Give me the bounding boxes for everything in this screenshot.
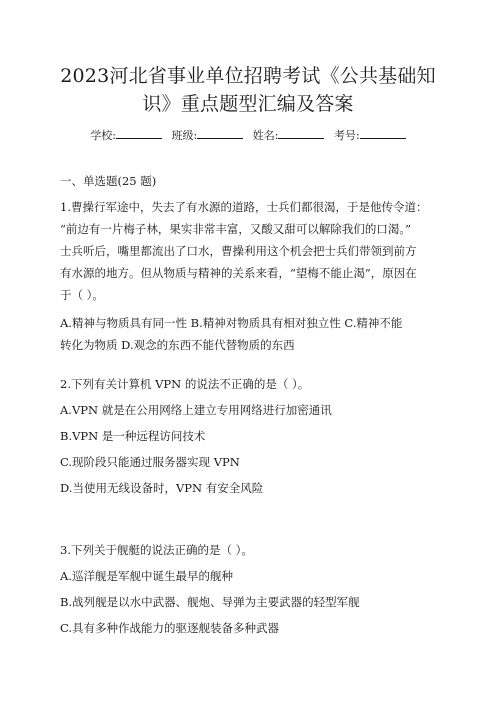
name-blank <box>278 127 324 139</box>
question-2-stem: 2.下列有关计算机 VPN 的说法不正确的是（ ）。 <box>60 377 310 391</box>
question-1-stem-line-5: 于（ ）。 <box>60 288 104 302</box>
question-2-option-c: C.现阶段只能通过服务器实现 VPN <box>60 455 240 469</box>
document-title-line-2: 识》重点题型汇编及答案 <box>142 93 354 115</box>
name-label: 姓名: <box>252 129 279 142</box>
question-3-option-a: A.巡洋舰是军舰中诞生最早的舰种 <box>60 569 233 583</box>
question-1-options-line-1: A.精神与物质具有同一性 B.精神对物质具有相对独立性 C.精神不能 <box>60 316 403 330</box>
question-2-option-d: D.当使用无线设备时，VPN 有安全风险 <box>60 481 264 495</box>
question-2-option-b: B.VPN 是一种远程访问技术 <box>60 429 206 443</box>
class-label: 班级: <box>171 129 198 142</box>
class-blank <box>197 127 243 139</box>
school-field <box>90 129 165 142</box>
section-heading: 一、单选题(25 题) <box>60 174 157 188</box>
question-2-option-a: A.VPN 就是在公用网络上建立专用网络进行加密通讯 <box>60 403 332 417</box>
exam-number-label: 考号: <box>333 129 360 142</box>
student-info-row <box>60 127 436 143</box>
question-3-stem: 3.下列关于舰艇的说法正确的是（ ）。 <box>60 543 253 557</box>
school-blank <box>116 127 162 139</box>
question-3-option-c: C.具有多种作战能力的驱逐舰装备多种武器 <box>60 621 280 635</box>
exam-number-field <box>334 129 406 142</box>
exam-number-blank <box>360 127 406 139</box>
class-field <box>172 129 247 142</box>
school-label: 学校: <box>90 129 117 142</box>
question-1-stem-line-3: 士兵听后，嘴里都流出了口水，曹操利用这个机会把士兵们带领到前方 <box>60 244 417 258</box>
document-title-line-1: 2023河北省事业单位招聘考试《公共基础知 <box>60 65 436 87</box>
question-1-options-line-2: 转化为物质 D.观念的东西不能代替物质的东西 <box>60 338 295 352</box>
question-1-stem-line-1: 1.曹操行军途中，失去了有水源的道路，士兵们都很渴，于是他传令道： <box>60 200 428 214</box>
question-1-stem-line-4: 有水源的地方。但从物质与精神的关系来看，“望梅不能止渴”，原因在 <box>60 266 417 280</box>
question-1-stem-line-2: “前边有一片梅子林，果实非常丰富，又酸又甜可以解除我们的口渴。” <box>60 222 412 236</box>
question-3-option-b: B.战列舰是以水中武器、舰炮、导弹为主要武器的轻型军舰 <box>60 595 360 609</box>
name-field <box>253 129 328 142</box>
